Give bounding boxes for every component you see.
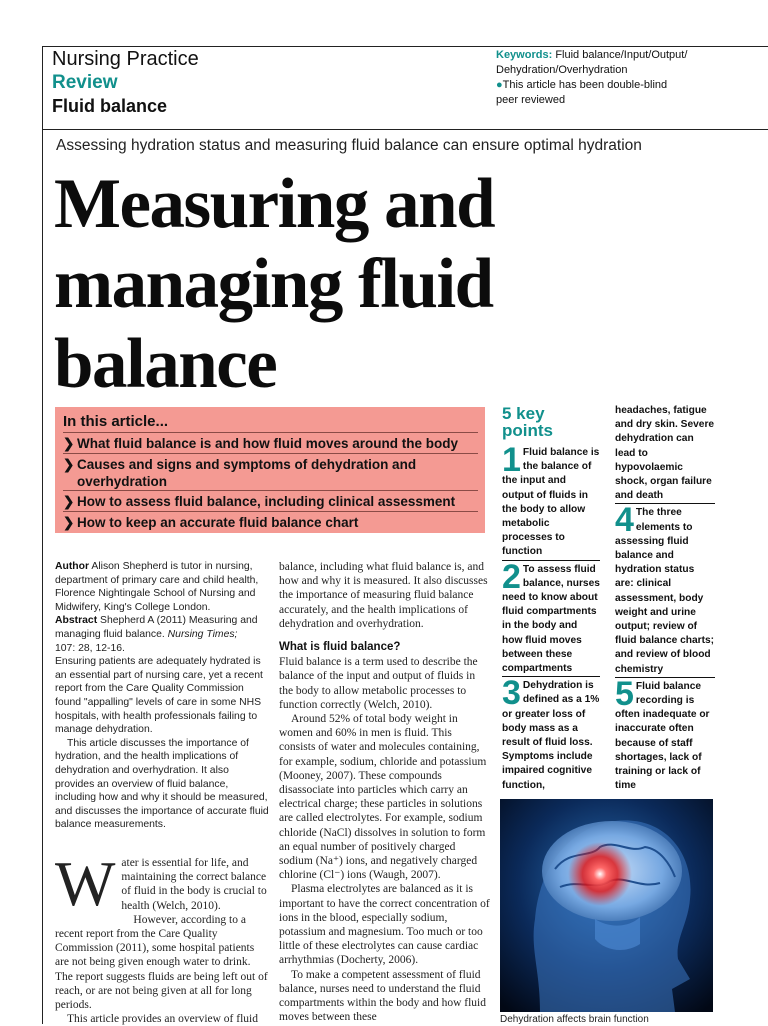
author-label: Author [55,561,90,572]
body-paragraph: Plasma electrolytes are balanced as it is important to have the correct concentration of ions in the blood, especially sodium, potassium and magnesium. Too much or too little of these electrolytes can cause cardiac arrhythmias (Docherty, 2006). [279,883,490,967]
key-point-text: The three elements to assessing fluid balance and hydration status are: clinical assessment, body weight and urine output; review of fluid balance charts; and review of blood chemistry [615,507,715,675]
chevron-right-icon: ❯ [63,457,75,472]
keywords-line2: Dehydration/Overhydration [496,64,628,76]
title-line3: balance [54,325,277,403]
brain-figure [500,799,713,1012]
section-heading: What is fluid balance? [279,641,401,654]
key-point-number: 2 [502,557,521,596]
in-this-article-heading: In this article... [63,413,169,430]
key-point-number: 4 [615,501,634,540]
chevron-right-icon: ❯ [63,494,75,509]
keywords-box [496,48,726,108]
author-column [55,560,270,832]
keywords-label: Keywords: [496,49,553,61]
intro-paragraph-1: Ensuring patients are adequately hydrated is an essential part of nursing care, yet a recent report from the Care Quality Commission found "appalling" levels of care in some NHS hospitals, with health professionals failing to manage dehydration. [55,656,263,736]
key-point [615,501,715,677]
abstract-text: Shepherd A (2011) Measuring and managing fluid balance. [55,615,258,640]
body-paragraph: balance, including what fluid balance is, and how and why it is measured. It also discusses the importance of measuring fluid balance accurately, and the health implications of dehydration and overhydration. [279,561,488,630]
citation: 107: 28, 12-16. [55,642,125,654]
article-list-item [63,453,478,490]
article-list-item-label: How to assess fluid balance, including clinical assessment [77,494,456,509]
article-type: Review [52,72,118,93]
author-text: Alison Shepherd is tutor in nursing, department of primary care and child health, Florence Nightingale School of Nursing and Midwifery, King's College London. [55,561,259,613]
top-rule [42,46,768,47]
chevron-right-icon: ❯ [63,515,75,530]
abstract-label: Abstract [55,615,98,627]
body-paragraph-1: ater is essential for life, and maintaining the correct balance of fluid in the body is crucial to health (Welch, 2010). [121,857,267,912]
article-list-item [63,432,478,452]
key-points-heading-line2: points [502,421,553,440]
article-topic: Fluid balance [52,96,168,116]
body-paragraph-2: However, according to a recent report from the Care Quality Commission (2011), some hospital patients are not being given enough water to drink. The report suggests fluids are being left out of reach, or are not being given at all for long periods. [55,913,268,1012]
peer-line1: This article has been double-blind [502,79,668,91]
article-list-item-label: How to keep an accurate fluid balance chart [77,515,359,530]
chevron-right-icon: ❯ [63,436,75,451]
figure-caption: Dehydration affects brain function [500,1014,649,1025]
key-point [502,557,600,678]
key-point-continued: headaches, fatigue and dry skin. Severe dehydration can lead to hypovolaemic shock, organ failure and death [615,404,715,504]
key-point [502,674,600,793]
title-line2: managing fluid [54,245,493,323]
key-point-number: 1 [502,441,521,479]
body-paragraph: To make a competent assessment of fluid balance, nurses need to understand the fluid compartments within the body and how fluid moves between these [279,968,486,1024]
keywords-line1: Fluid balance/Input/Output/ [555,49,688,61]
body-paragraph: Fluid balance is a term used to describe the balance of the input and output of fluids in the body to allow metabolic processes to function correctly (Welch, 2010). [279,656,478,711]
in-this-article-box [55,407,485,533]
key-point-text: Dehydration is defined as a 1% or greater loss of body mass as a result of fluid loss. Symptoms include impaired cognitive function, [502,680,600,791]
key-points-column-2 [615,404,715,793]
key-point-number: 3 [502,674,521,713]
intro-paragraph-2: This article discusses the importance of hydration, and the health implications of dehydration and overhydration. It also provides an overview of fluid balance, including how and why it should be measured, and discusses the importance of accurate fluid balance measurements. [55,737,269,831]
brain-illustration [500,799,713,1012]
body-paragraph: Around 52% of total body weight in women and 60% in men is fluid. This consists of water and molecules containing, for example, sodium, chloride and potassium (Mooney, 2007). These compounds disassociate into particles which carry an electrical charge; these particles in solutions are called electrolytes. For example, sodium chloride (NaCl) dissolves in solution to form an equal number of positively charged sodium (Na⁺) ions, and negatively charged chlorine (Cl⁻) ions (Waugh, 2007). [279,713,487,882]
key-points-heading [502,405,553,439]
drop-cap: W [55,848,116,919]
key-point-text: To assess fluid balance, nurses need to know about fluid compartments in the body and how fluid moves between these compartments [502,563,600,675]
bullet-icon: ● [496,79,503,91]
key-point-number: 5 [615,674,634,713]
body-column-2 [279,560,490,1025]
key-points-column-1 [502,441,600,793]
article-list-item [63,511,478,531]
key-point [502,441,600,561]
key-points-heading-line1: 5 key [502,404,545,423]
article-list-item-label: What fluid balance is and how fluid moves around the body [77,436,459,451]
section-label: Nursing Practice [52,48,199,70]
key-point [615,674,715,794]
title-line1: Measuring and [54,165,495,243]
journal-name: Nursing Times; [167,628,238,640]
peer-line2: peer reviewed [496,94,566,106]
page-title [54,164,654,404]
subheading: Assessing hydration status and measuring fluid balance can ensure optimal hydration [56,137,642,154]
header-rule [42,129,768,130]
article-list-item [63,490,478,510]
article-list-item-label: Causes and signs and symptoms of dehydration and overhydration [77,457,417,489]
body-column-1 [55,848,270,1026]
left-rule [42,46,43,1024]
key-point-text: Fluid balance recording is often inadequate or inaccurate often because of staff shortages, lack of training or lack of time [615,680,710,792]
key-point-text: Fluid balance is the balance of the input and output of fluids in the body to allow metabolic processes to function [502,447,600,558]
body-paragraph-3: This article provides an overview of fluid [67,1013,258,1026]
